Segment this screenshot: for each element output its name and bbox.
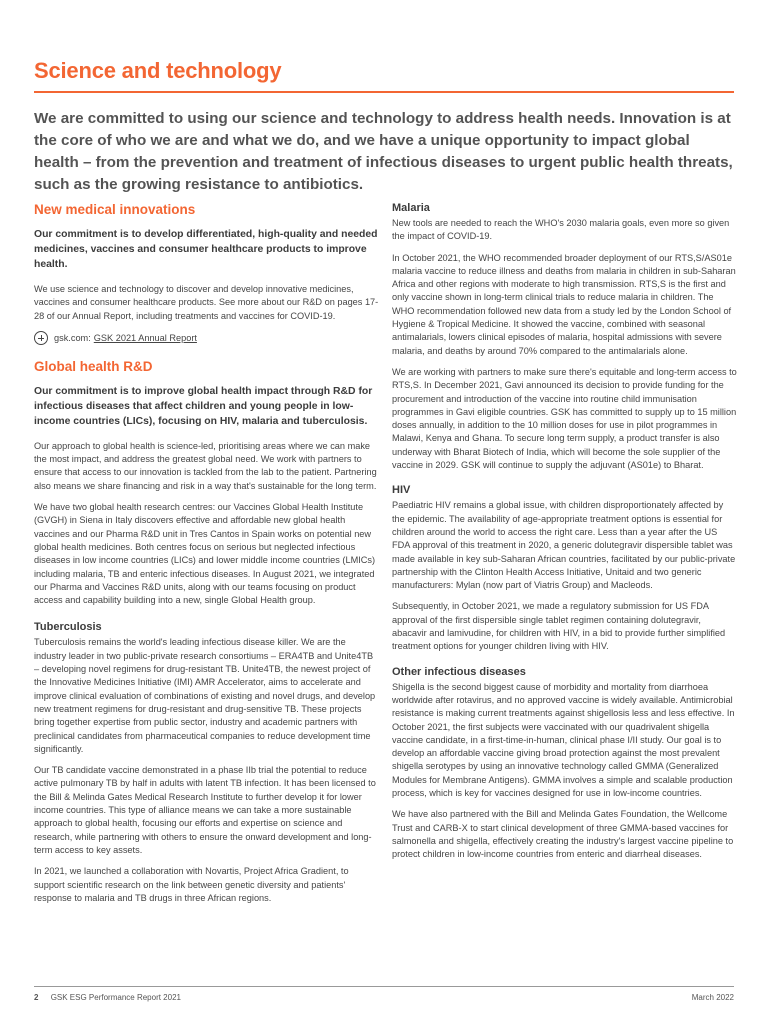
left-column bbox=[34, 202, 379, 913]
body-paragraph: Our approach to global health is science-led, prioritising areas where we can make the most impact, and address the greatest global need. We work with partners to ensure that access to our innovation is tackled from the lab to the patient. Partnering also means we share financing and risk in a way that's sustainable for the long term. bbox=[34, 440, 377, 491]
section-global-health-rd bbox=[34, 359, 379, 608]
report-name: GSK ESG Performance Report 2021 bbox=[50, 993, 181, 1002]
annual-report-link-row bbox=[34, 331, 379, 345]
title-divider bbox=[34, 91, 734, 93]
section-heading: Global health R&D bbox=[34, 358, 153, 374]
section-new-medical-innovations bbox=[34, 202, 379, 345]
footer-divider bbox=[34, 986, 734, 987]
section-hiv bbox=[392, 484, 737, 653]
section-malaria bbox=[392, 202, 737, 472]
subsection-heading: HIV bbox=[392, 484, 411, 497]
page-title: Science and technology bbox=[34, 58, 282, 83]
footer-date: March 2022 bbox=[691, 993, 734, 1002]
body-paragraph: In 2021, we launched a collaboration with Novartis, Project Africa Gradient, to support scientific research on the link between genetic diversity and patients' response to malaria and TB drugs in three African regions. bbox=[34, 866, 349, 903]
body-paragraph: Subsequently, in October 2021, we made a regulatory submission for US FDA approval of the first dispersible single tablet regimen containing dolutegravir, abacavir and lamivudine, for children with HIV, in a bid to provide further simplified treatment options for younger children living with HIV. bbox=[392, 601, 726, 652]
intro-paragraph: We are committed to using our science and technology to address health needs. Innovation is at the core of who we are and what we do, and we have a unique opportunity to impact global health – from the prevention and treatment of infectious diseases to urgent public health threats, such as the growing resistance to antibiotics. bbox=[34, 110, 733, 193]
subsection-heading: Tuberculosis bbox=[34, 621, 102, 634]
body-paragraph: Our TB candidate vaccine demonstrated in a phase IIb trial the potential to reduce active pulmonary TB by half in adults with latent TB infection. It has been licensed to the Bill & Melinda Gates Medical Research Institute to further develop it for lower income countries. This type of alliance means we can take a more sustainable approach to global health, focusing our efforts and expertise on science and research, while partnering with others to ensure the onward development and long-term access to key assets. bbox=[34, 765, 376, 855]
body-paragraph: Paediatric HIV remains a global issue, with children disproportionately affected by the epidemic. The availability of age-appropriate treatment options is essential for children around the world to access the right care. Less than a year after the US FDA approval of this treatment in 2020, a generic dolutegravir dispersible tablet was made available in key sub-Saharan African countries, facilitated by our public-private partnership with the Clinton Health Access Initiative, Unitaid and two generic manufacturers: Mylan (now part of Viatris Group) and Macleods. bbox=[392, 500, 736, 591]
subsection-heading: Malaria bbox=[392, 202, 430, 214]
body-paragraph: Shigella is the second biggest cause of morbidity and mortality from diarrhoea worldwide after rotavirus, and no approved vaccine is widely available. Antimicrobial resistance is making current treatments against shigellosis less and less effective. In October 2021, the first subjects were vaccinated with our quadrivalent shigella vaccine candidate, in a first-time-in-human, clinical phase I/II study. Our goal is to develop an affordable vaccine giving broad protection against the most prevalent shigella serotypes by using an innovative technology called GMMA (Generalized Modules for Membrane Antigens). GMMA involves a simple and scalable production process, which is key for vaccines designed for use in low-income countries. bbox=[392, 681, 735, 798]
section-heading: New medical innovations bbox=[34, 202, 196, 217]
commitment-statement: Our commitment is to develop differentiated, high-quality and needed medicines, vaccines and consumer healthcare products to improve health. bbox=[34, 229, 378, 270]
link-prefix: gsk.com: bbox=[54, 332, 91, 343]
plus-circle-icon bbox=[34, 331, 48, 345]
right-column bbox=[392, 202, 737, 869]
subsection-heading: Other infectious diseases bbox=[392, 665, 526, 678]
body-paragraph: We use science and technology to discover and develop innovative medicines, vaccines and consumer healthcare products. See more about our R&D on pages 17-28 of our Annual Report, including treatments and vaccines for COVID-19. bbox=[34, 284, 379, 321]
body-paragraph: New tools are needed to reach the WHO's 2030 malaria goals, even more so given the impact of COVID-19. bbox=[392, 218, 730, 242]
commitment-statement: Our commitment is to improve global health impact through R&D for infectious diseases that affect children and young people in low-income countries (LICs), focusing on HIV, malaria and tuberculosis. bbox=[34, 385, 373, 427]
footer-left bbox=[34, 993, 181, 1002]
body-paragraph: We have two global health research centres: our Vaccines Global Health Institute (GVGH) in Siena in Italy discovers effective and affordable new global health vaccines and our Pharma R&D unit in Tres Cantos in Spain works on potential new global health medicines. Both centres focus on serious but neglected infectious diseases in low income countries (LICs) and lower middle income countries (LMICs) including malaria, TB and enteric infectious diseases. In August 2021, we integrated our Pharma and Vaccines R&D units, along with our teams focusing on product access and capability building into a new, single Global Health group. bbox=[34, 502, 376, 606]
section-tuberculosis bbox=[34, 621, 379, 905]
body-paragraph: We have also partnered with the Bill and Melinda Gates Foundation, the Wellcome Trust and CARB-X to start clinical development of three GMMA-based vaccines for salmonella and shigella, effectively creating the industry's largest vaccine pipeline to protect children in low-income countries from enteric and diarrheal diseases. bbox=[392, 809, 734, 860]
section-other-infectious-diseases bbox=[392, 666, 737, 862]
page-number: 2 bbox=[34, 993, 39, 1002]
body-paragraph: Tuberculosis remains the world's leading infectious disease killer. We are the industry leader in two public-private research consortiums – ERA4TB and Unite4TB – developing novel regimens for drug-resistant TB. Unite4TB, the newest project of the Innovative Medicines Initiative (IMI) AMR Accelerator, aims to accelerate and improve clinical evaluation of combinations of existing and novel drugs, and develop new treatment regimens for drug-resistant and drug-sensitive TB. These projects bring together expertise from public sector, industry and academic partners with preclinical candidates from pharmaceutical companies to reduce development time significantly. bbox=[34, 637, 376, 754]
body-paragraph: In October 2021, the WHO recommended broader deployment of our RTS,S/AS01e malaria vaccine to reduce illness and deaths from malaria in children in sub-Saharan Africa and other regions with moderate to high transmission. RTS,S is the first and only vaccine shown in long-term clinical trials to reduce malaria in children. The WHO recommendation followed new data from a study led by the London School of Hygiene & Tropical Medicine. It showed the vaccine, combined with seasonal antimalarials, lowers clinical episodes of malaria, hospital admissions with severe malaria, and deaths by around 70% compared to the antimalarials alone. bbox=[392, 252, 736, 356]
body-paragraph: We are working with partners to make sure there's equitable and long-term access to RTS,S. In December 2021, Gavi announced its decision to provide funding for the procurement and introduction of the vaccine into routine child immunisation programmes in Gavi eligible countries. GSK has committed to supply up to 15 million doses annually, in addition to the 10 million doses for use in pilot programmes in Malawi, Kenya and Ghana. To secure long term supply, a product transfer is also underway with Bharat Biotech of India, which will become the sole supplier of the vaccine in 2029. GSK will continue to supply the adjuvant (AS01e) to Bharat. bbox=[392, 366, 737, 471]
annual-report-link[interactable]: GSK 2021 Annual Report bbox=[93, 332, 197, 343]
